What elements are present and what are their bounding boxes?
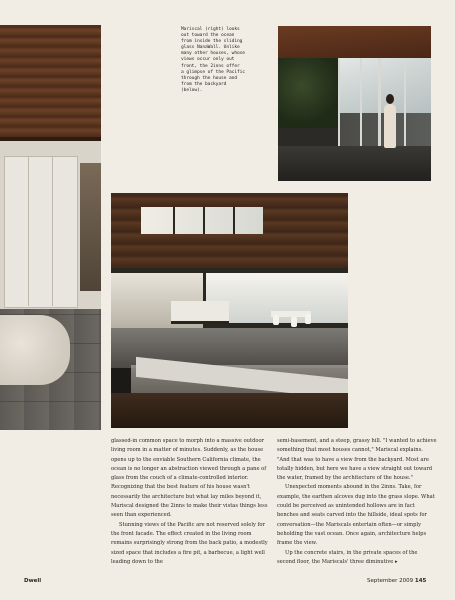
magazine-name: Dwell	[24, 578, 42, 584]
article-column-1	[111, 437, 269, 567]
glass-frame	[404, 58, 406, 148]
paragraph: semi-basement, and a steep, grassy hill. "I wanted to achieve something that most houses cannot," Mariscal explains. "And that was to have a view from the backyard. Most are totally hidden, but here we have a view straight out toward the water, framed by the architecture of the house."	[277, 438, 437, 482]
paragraph: Stunning views of the Pacific are not reserved solely for the front facade. The effect created in the living room remains surprisingly strong from the back patio, a modestly sized space that includes a fire pit, a barbecue, a light well leading down to the	[111, 521, 268, 565]
window-mullion	[203, 207, 205, 234]
cabinet-divider	[52, 156, 53, 306]
window	[80, 163, 101, 291]
paragraph: Up the concrete stairs, in the private spaces of the second floor, the Mariscals' three diminutive ▸	[277, 549, 418, 565]
floor	[278, 146, 431, 181]
folio	[367, 578, 426, 584]
roof-overhang	[278, 26, 431, 58]
cabinet-divider	[28, 156, 29, 306]
glass-frame	[378, 58, 381, 148]
window-mullion	[173, 207, 175, 234]
person-head	[386, 94, 394, 104]
clerestory-window	[141, 207, 263, 234]
shag-rug	[0, 315, 70, 385]
person	[384, 104, 396, 148]
article-column-2	[277, 437, 437, 567]
storage-cabinet	[4, 156, 78, 308]
issue-date: September 2009	[367, 578, 414, 584]
paragraph: glassed-in common space to morph into a massive outdoor living room in a matter of minutes. Suddenly, as the house opens up to the enviable Southern California climate, the ocean is no longer an abstraction viewed through a pane of glass from the couch of a climate-controlled interior. Recognizing that the best feature of his house wasn't necessarily the architecture but what lay miles beyond it, Mariscal designed the 2inns to make their vistas things less seen than experienced.	[111, 438, 268, 519]
deck	[111, 393, 348, 428]
photo-interior-left	[0, 25, 101, 430]
paragraph: Unexpected moments abound in the 2inns. Take, for example, the earthen alcoves dug into the grass slope. What could be perceived as unintended hollows are in fact benches and seats carved into the hillside, ideal spots for conversation—the Mariscals entertain often—or simply beholding the vast ocean. Once again, architecture helps frame the view.	[277, 484, 435, 547]
photo-living-space	[111, 193, 348, 428]
glass-frame	[360, 58, 362, 148]
chair	[273, 315, 279, 325]
wood-ceiling	[0, 25, 101, 137]
window-mullion	[233, 207, 235, 234]
page-number: 145	[414, 578, 427, 584]
chair	[305, 314, 311, 324]
photo-sliding-glass	[278, 26, 431, 181]
trees	[278, 58, 338, 128]
kitchen-island	[171, 301, 229, 324]
photo-caption: Mariscal (right) looks out toward the ocean from inside the sliding glass NanaWall. Unlike many other houses, whose views occur only out front, the 2inns offer a glimpse of the Pacific through the house and from the backyard (below).	[181, 27, 245, 93]
chair	[291, 317, 297, 327]
glass-frame	[338, 58, 340, 148]
